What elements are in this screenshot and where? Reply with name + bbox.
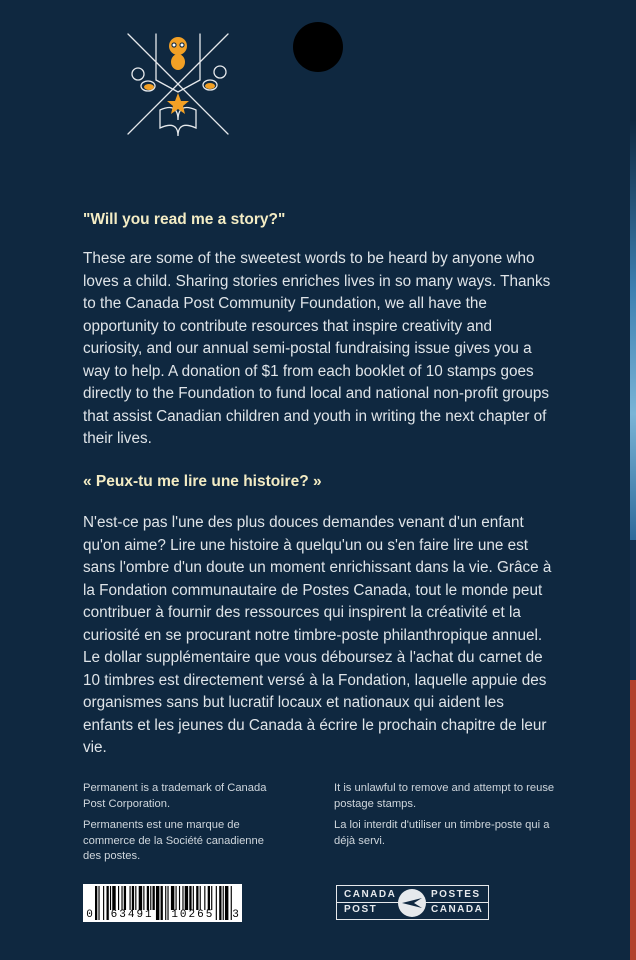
french-paragraph: N'est-ce pas l'une des plus douces demandes venant d'un enfant qu'on aime? Lire une histoire à quelqu'un ou s'en faire lire une est sans l'ombre d'un doute un moment enrichissant dans la vie. Grâce à la Fondation communautaire de Postes Canada, tout le monde peut contribuer à fournir des ressources qui inspirent la créativité et la curiosité en se procurant notre timbre-poste philanthropique annuel. Le dollar supplémentaire que vous déboursez à l'achat du carnet de 10 timbres est directement versé à la Fondation, laquelle appuie des organismes sans but lucratif locaux et nationaux qui aident les enfants et les jeunes du Canada à écrire le prochain chapitre de leur vie. (83, 514, 552, 756)
unlawful-notice-french: La loi interdit d'utiliser un timbre-poste qui a déjà servi. (334, 819, 550, 847)
bee-reading-crest-icon (122, 30, 234, 140)
edge-stripe-red (630, 680, 636, 960)
french-heading: « Peux-tu me lire une histoire? » (83, 473, 322, 490)
logo-word-canada-bottom: CANADA (431, 904, 484, 915)
english-paragraph: These are some of the sweetest words to be heard by anyone who loves a child. Sharing stories enriches lives in so many ways. Thanks to the Canada Post Community Foundation, we all have the opportunity to contribute resources that inspire creativity and curiosity, and our annual semi-postal fundraising issue gives you a way to help. A donation of $1 from each booklet of 10 stamps goes directly to the Foundation to fund local and national non-profit groups that assist Canadian children and youth in writing the next chapter of their lives. (83, 250, 551, 447)
canada-post-logo (336, 885, 489, 920)
upc-barcode (83, 884, 242, 922)
trademark-english: Permanent is a trademark of Canada Post Corporation. (83, 782, 267, 810)
barcode-right-digits: 10265 (171, 909, 215, 921)
trademark-french: Permanents est une marque de commerce de la Société canadienne des postes. (83, 819, 264, 862)
english-heading: "Will you read me a story?" (83, 211, 286, 228)
black-dot-icon (293, 22, 343, 72)
logo-word-postes: POSTES (431, 889, 481, 900)
logo-word-post: POST (344, 904, 378, 915)
edge-stripe-blue (630, 120, 636, 540)
barcode-check-digit: 3 (232, 909, 239, 921)
barcode-left-digits: 63491 (110, 909, 154, 921)
logo-word-canada-top: CANADA (344, 889, 397, 900)
edge-stripe-dark (630, 540, 636, 680)
unlawful-notice-english: It is unlawful to remove and attempt to reuse postage stamps. (334, 782, 555, 810)
canada-post-eagle-icon (398, 889, 426, 917)
barcode-lead-digit: 0 (86, 909, 93, 921)
